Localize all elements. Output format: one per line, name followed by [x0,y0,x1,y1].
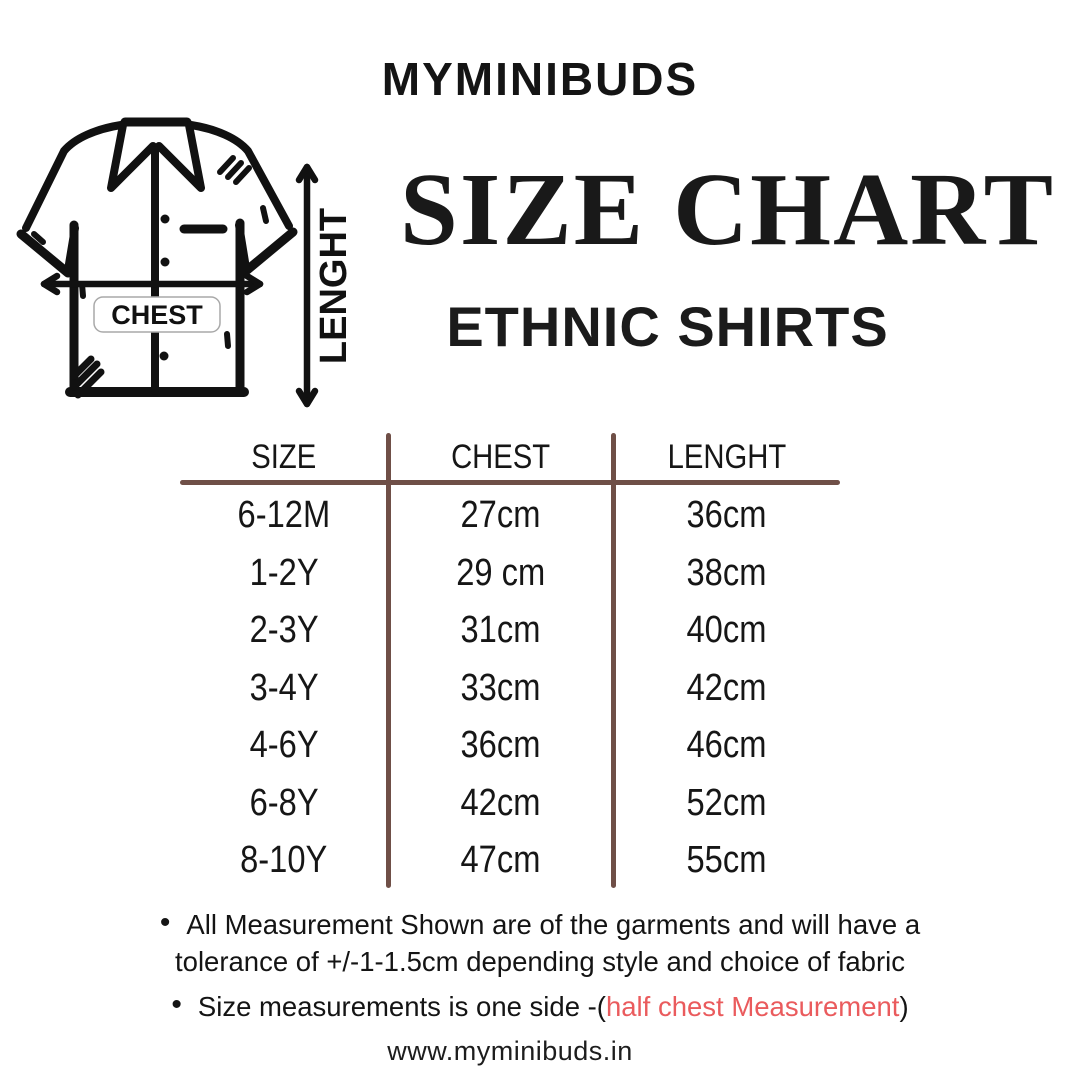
table-cell-chest: 29 cm [455,551,545,594]
table-cell-size: 2-3Y [249,609,319,652]
table-cell-size: 6-12M [237,494,331,537]
size-table-header [180,435,840,480]
column-header-size: SIZE [251,438,317,476]
bullet-icon: • [171,988,182,1021]
size-table [180,435,840,891]
table-cell-length: 36cm [686,494,767,537]
length-label: LENGHT [313,207,355,365]
table-cell-chest: 27cm [460,494,541,537]
column-header-length: LENGHT [667,438,786,476]
table-cell-chest: 31cm [460,609,541,652]
table-cell-length: 55cm [686,839,767,882]
note-1-line-2: tolerance of +/-1-1.5cm depending style and choice of fabric [175,946,905,977]
table-cell-chest: 36cm [460,724,541,767]
shirt-measurement-diagram [12,112,372,417]
table-cell-size: 6-8Y [249,781,319,824]
table-cell-length: 40cm [686,609,767,652]
note-2: • Size measurements is one side -(half chest Measurement) [171,988,909,1022]
table-cell-chest: 42cm [460,781,541,824]
website-url: www.myminibuds.in [387,1036,633,1066]
heading-block [395,150,1060,359]
size-table-rows [180,487,840,890]
table-cell-chest: 47cm [460,839,541,882]
table-header-divider [180,480,840,485]
notes-section [0,906,1080,1025]
brand-title: MYMINIBUDS [381,53,699,105]
bullet-icon: • [159,906,171,939]
page-subtitle: ETHNIC SHIRTS [446,294,889,358]
note-1-line-1: • All Measurement Shown are of the garments and will have a [159,906,921,940]
table-cell-length: 42cm [686,666,767,709]
table-cell-length: 52cm [686,781,767,824]
table-cell-length: 38cm [686,551,767,594]
table-cell-size: 1-2Y [249,551,319,594]
table-cell-length: 46cm [686,724,767,767]
page-title: SIZE CHART [400,152,1055,267]
shirt-body-icon [21,125,293,395]
column-header-chest: CHEST [450,438,551,476]
table-cell-size: 3-4Y [249,666,319,709]
table-cell-size: 8-10Y [240,839,328,882]
chest-label: CHEST [111,300,203,330]
table-cell-chest: 33cm [460,666,541,709]
note-2-highlight: half chest Measurement [605,991,900,1022]
table-cell-size: 4-6Y [249,724,319,767]
